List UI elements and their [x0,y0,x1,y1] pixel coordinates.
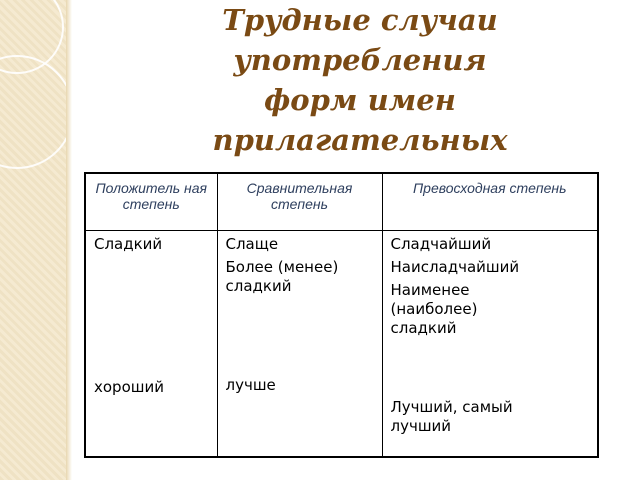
superlative-best-line-2: лучший [390,417,452,435]
comparative-more-less-line-2: сладкий [225,277,292,295]
superlative-best-line-1: Лучший, самый [390,398,513,416]
positive-degree-cell [85,231,217,458]
comparative-more-less-line-1: Более (менее) [225,258,339,276]
title-line-4: прилагательных [212,123,508,157]
header-comparative-degree: Сравнительная степень [217,173,382,231]
comparative-good: лучше [225,376,276,394]
comparative-degree-cell [217,231,382,458]
degrees-of-comparison-table [84,172,599,458]
superlative-sweet-prefixed: Наисладчайший [390,258,520,276]
superlative-least-line-2: (наиболее) [390,300,478,318]
title-line-1: Трудные случаи [222,3,498,37]
superlative-sweet: Сладчайший [390,235,492,253]
superlative-least-line-1: Наименее [390,281,470,299]
superlative-least-line-3: сладкий [390,319,457,337]
decorative-side-band [0,0,66,480]
table-header-row [85,173,598,231]
comparative-sweet: Слаще [225,235,279,253]
superlative-best-group [391,398,594,436]
header-positive-degree: Положитель ная степень [85,173,217,231]
title-line-2: употребления [233,43,487,77]
comparative-sweet-group [226,235,378,300]
title-line-3: форм имен [264,83,456,117]
positive-sweet: Сладкий [94,235,163,253]
table-row [85,231,598,458]
positive-good: хороший [94,378,164,396]
superlative-sweet-group [391,235,594,342]
superlative-degree-cell [382,231,598,458]
decorative-ring [0,55,66,169]
slide-title [150,0,570,160]
header-superlative-degree: Превосходная степень [382,173,598,231]
side-band-edge [66,0,72,480]
